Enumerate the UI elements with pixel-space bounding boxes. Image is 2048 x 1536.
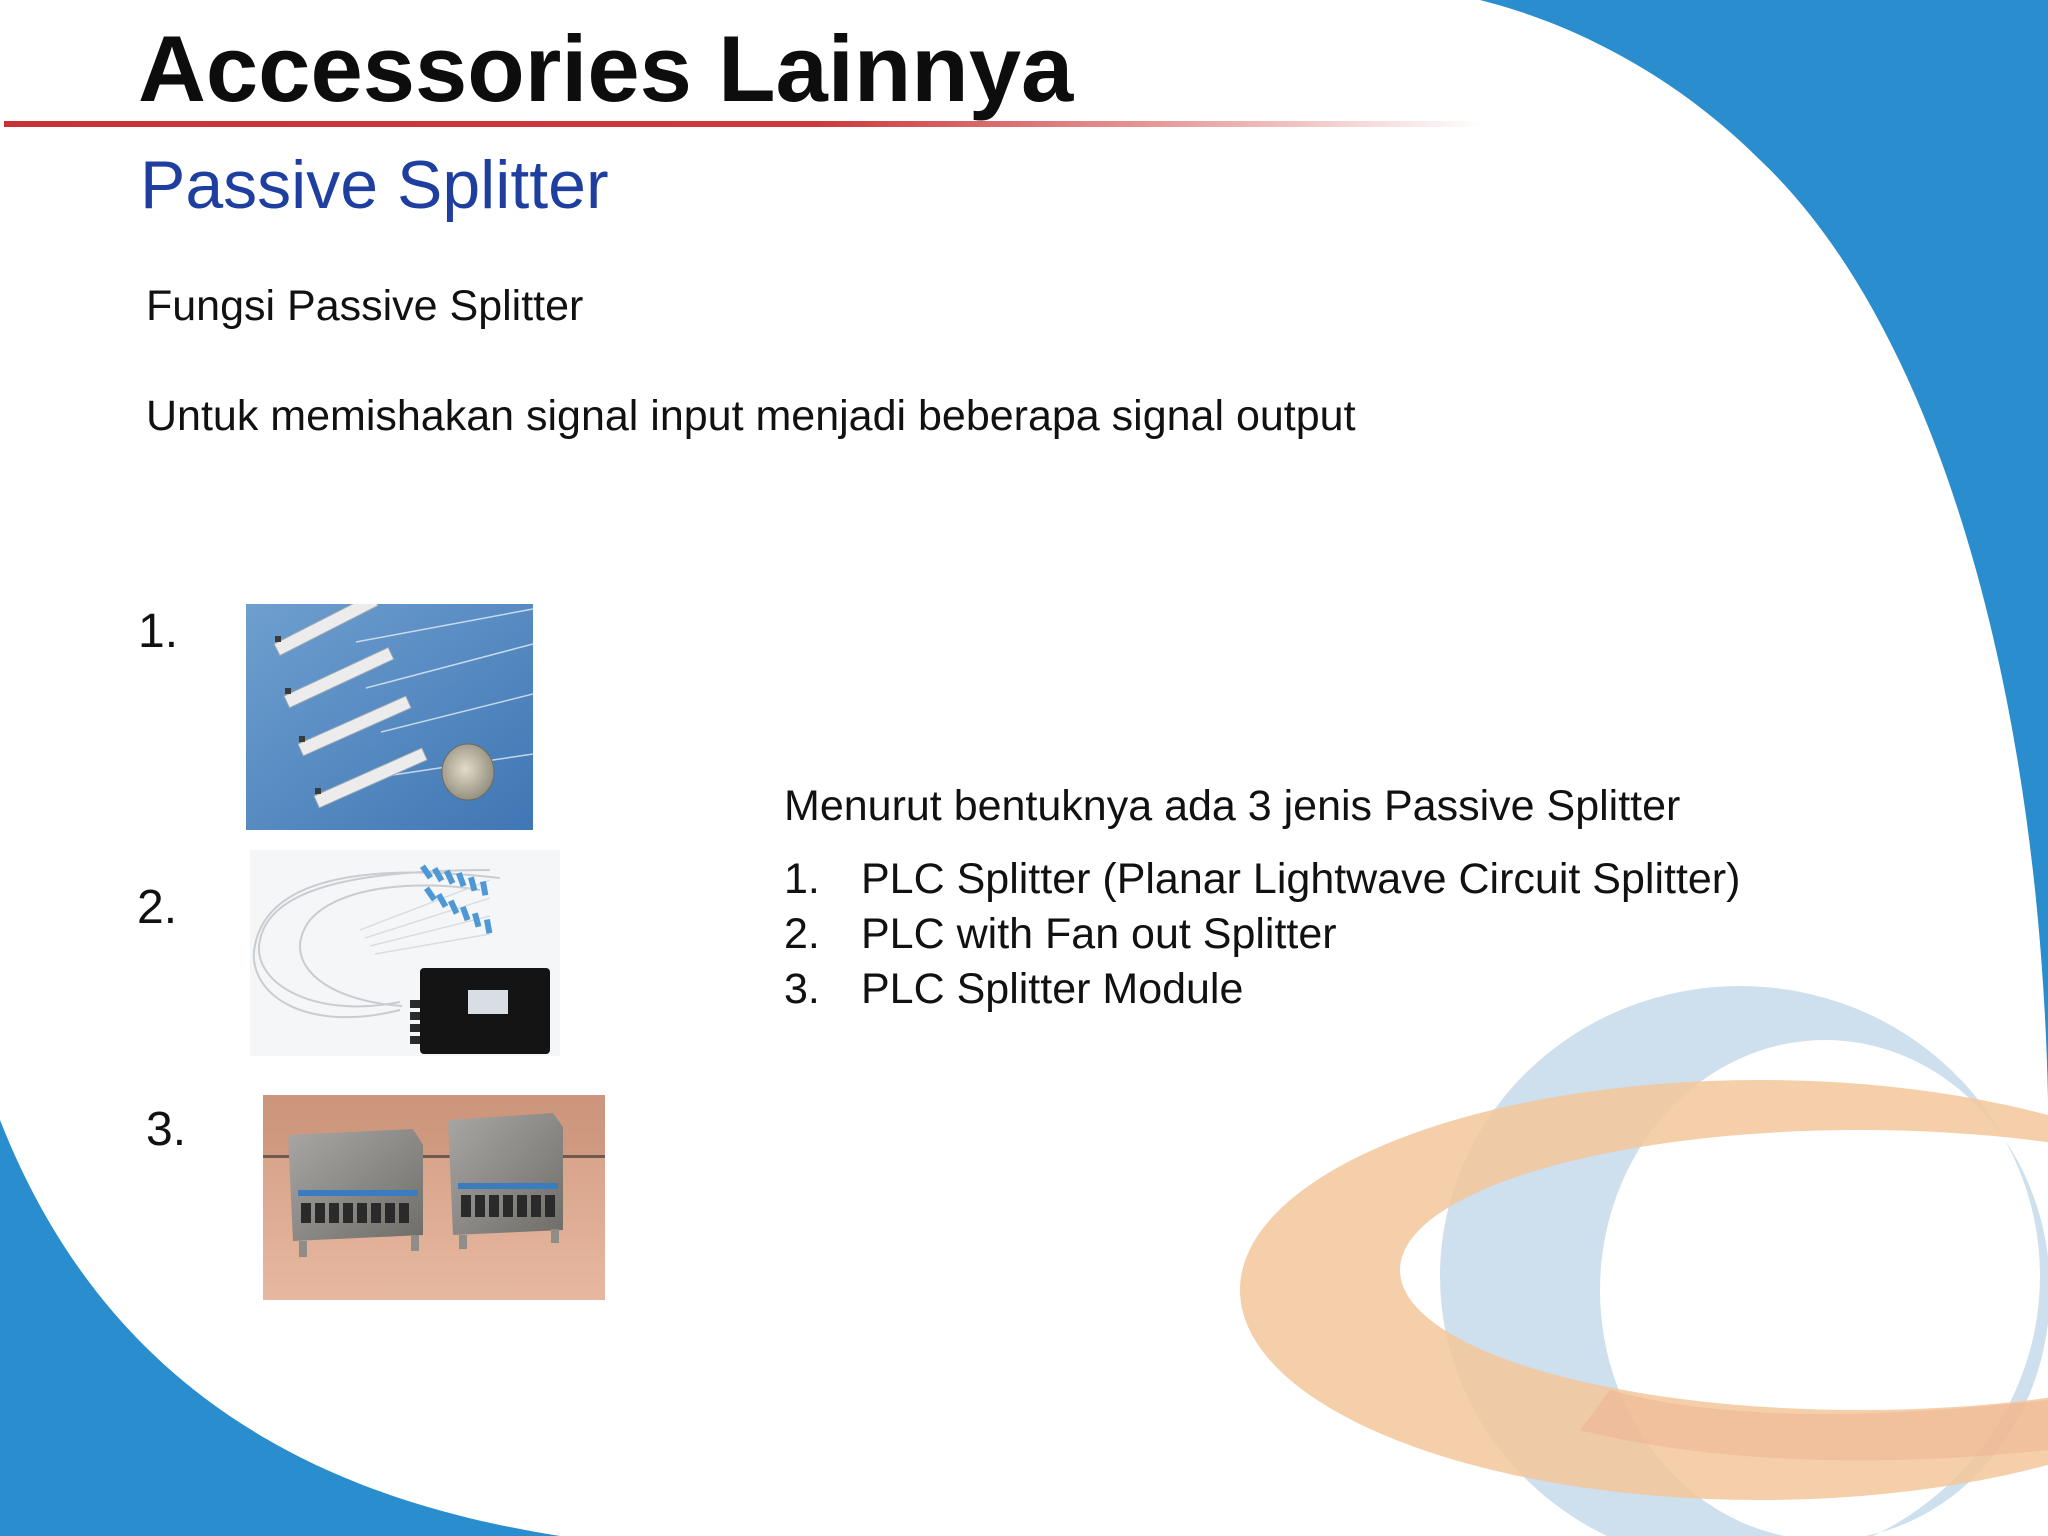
list-item: [784, 852, 1740, 907]
plc-fanout-splitter-photo: [250, 850, 560, 1056]
title-underline: [4, 121, 1484, 127]
list-item-number: 1.: [784, 855, 820, 903]
list-item-number: 3.: [784, 965, 820, 1013]
image-number-2: 2.: [137, 881, 178, 934]
slide-subtitle: Passive Splitter: [140, 147, 609, 223]
image-number-3: 3.: [146, 1103, 187, 1156]
slide-title: Accessories Lainnya: [138, 16, 1074, 121]
splitter-types-list: [784, 852, 1740, 1017]
list-item-label: PLC Splitter (Planar Lightwave Circuit Splitter): [861, 855, 1741, 903]
plc-splitter-photo: [246, 604, 533, 830]
list-item-number: 2.: [784, 910, 820, 958]
list-item-label: PLC Splitter Module: [861, 965, 1244, 1013]
list-item: [784, 962, 1740, 1017]
fungsi-description: Untuk memishakan signal input menjadi beberapa signal output: [146, 392, 1356, 440]
fungsi-heading: Fungsi Passive Splitter: [146, 282, 584, 330]
image-number-1: 1.: [138, 605, 179, 658]
list-item: [784, 907, 1740, 962]
splitter-types-heading: Menurut bentuknya ada 3 jenis Passive Splitter: [784, 782, 1681, 830]
list-item-label: PLC with Fan out Splitter: [861, 910, 1337, 958]
plc-splitter-module-photo: [263, 1095, 605, 1300]
